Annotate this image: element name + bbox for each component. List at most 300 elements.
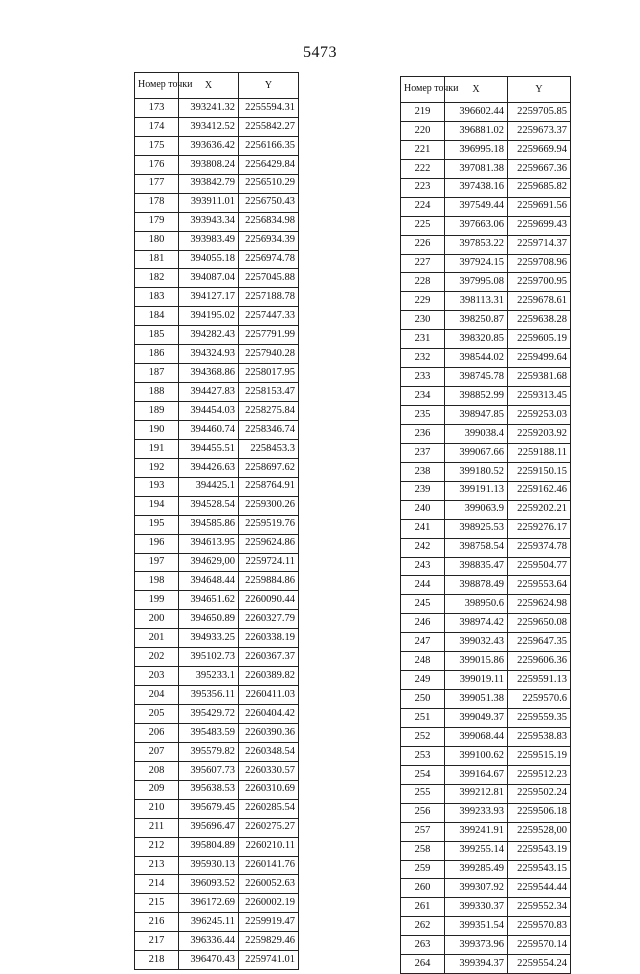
table-row <box>401 936 571 955</box>
point-number-cell: 251 <box>401 709 445 728</box>
table-row <box>135 667 299 686</box>
point-number-cell: 217 <box>135 932 179 951</box>
x-coordinate-cell: 397853.22 <box>445 235 508 254</box>
table-header-row <box>135 73 299 99</box>
y-coordinate-cell: 2258764.91 <box>239 477 299 496</box>
y-coordinate-cell: 2259714.37 <box>508 235 571 254</box>
table-row <box>401 519 571 538</box>
y-coordinate-cell: 2256934.39 <box>239 231 299 250</box>
x-coordinate-cell: 399164.67 <box>445 765 508 784</box>
y-coordinate-cell: 2260210.11 <box>239 837 299 856</box>
x-coordinate-cell: 395607.73 <box>179 761 239 780</box>
table-row <box>401 879 571 898</box>
y-coordinate-cell: 2259647.35 <box>508 633 571 652</box>
y-coordinate-cell: 2258697.62 <box>239 458 299 477</box>
point-number-cell: 252 <box>401 727 445 746</box>
point-number-cell: 182 <box>135 269 179 288</box>
table-row <box>401 462 571 481</box>
table-row <box>135 610 299 629</box>
table-row <box>135 307 299 326</box>
x-coordinate-cell: 394528.54 <box>179 496 239 515</box>
table-row <box>135 856 299 875</box>
x-coordinate-cell: 394195.02 <box>179 307 239 326</box>
point-number-cell: 203 <box>135 667 179 686</box>
y-coordinate-cell: 2259591.13 <box>508 671 571 690</box>
point-number-cell: 192 <box>135 458 179 477</box>
point-number-cell: 191 <box>135 439 179 458</box>
table-row <box>401 841 571 860</box>
table-row <box>135 534 299 553</box>
x-coordinate-cell: 398852.99 <box>445 387 508 406</box>
y-coordinate-cell: 2259685.82 <box>508 178 571 197</box>
x-coordinate-cell: 398758.54 <box>445 538 508 557</box>
y-coordinate-cell: 2259499.64 <box>508 349 571 368</box>
table-row <box>135 761 299 780</box>
y-coordinate-cell: 2259300.26 <box>239 496 299 515</box>
point-number-cell: 223 <box>401 178 445 197</box>
table-row <box>401 652 571 671</box>
column-header-point-number: Номер точки <box>135 73 179 99</box>
y-coordinate-cell: 2259202.21 <box>508 500 571 519</box>
point-number-cell: 185 <box>135 326 179 345</box>
x-coordinate-cell: 399038.4 <box>445 424 508 443</box>
table-row <box>135 288 299 307</box>
x-coordinate-cell: 399100.62 <box>445 746 508 765</box>
x-coordinate-cell: 397663.06 <box>445 216 508 235</box>
x-coordinate-cell: 393983.49 <box>179 231 239 250</box>
table-row <box>135 99 299 118</box>
table-row <box>135 193 299 212</box>
point-number-cell: 238 <box>401 462 445 481</box>
y-coordinate-cell: 2259741.01 <box>239 951 299 970</box>
x-coordinate-cell: 394368.86 <box>179 364 239 383</box>
table-row <box>401 671 571 690</box>
column-header-x: X <box>445 77 508 103</box>
x-coordinate-cell: 399394.37 <box>445 955 508 974</box>
table-row <box>135 913 299 932</box>
y-coordinate-cell: 2259667.36 <box>508 159 571 178</box>
x-coordinate-cell: 399307.92 <box>445 879 508 898</box>
table-row <box>135 439 299 458</box>
point-number-cell: 189 <box>135 402 179 421</box>
table-row <box>401 254 571 273</box>
table-row <box>401 443 571 462</box>
table-row <box>401 709 571 728</box>
table-row <box>135 345 299 364</box>
x-coordinate-cell: 394648.44 <box>179 572 239 591</box>
y-coordinate-cell: 2260367.37 <box>239 648 299 667</box>
y-coordinate-cell: 2259570.6 <box>508 690 571 709</box>
x-coordinate-cell: 399191.13 <box>445 481 508 500</box>
point-number-cell: 186 <box>135 345 179 364</box>
table-row <box>401 690 571 709</box>
y-coordinate-cell: 2258017.95 <box>239 364 299 383</box>
x-coordinate-cell: 399180.52 <box>445 462 508 481</box>
table-row <box>401 387 571 406</box>
y-coordinate-cell: 2259188.11 <box>508 443 571 462</box>
point-number-cell: 204 <box>135 686 179 705</box>
x-coordinate-cell: 394651.62 <box>179 591 239 610</box>
table-row <box>135 837 299 856</box>
column-header-point-number: Номер точки <box>401 77 445 103</box>
point-number-cell: 175 <box>135 136 179 155</box>
y-coordinate-cell: 2259724.11 <box>239 553 299 572</box>
x-coordinate-cell: 396336.44 <box>179 932 239 951</box>
y-coordinate-cell: 2256429.84 <box>239 155 299 174</box>
y-coordinate-cell: 2260275.27 <box>239 818 299 837</box>
point-number-cell: 227 <box>401 254 445 273</box>
x-coordinate-cell: 395233.1 <box>179 667 239 686</box>
x-coordinate-cell: 399049.37 <box>445 709 508 728</box>
table-row <box>135 515 299 534</box>
x-coordinate-cell: 398745.78 <box>445 368 508 387</box>
point-number-cell: 261 <box>401 898 445 917</box>
table-row <box>401 273 571 292</box>
table-row <box>401 368 571 387</box>
x-coordinate-cell: 394282.43 <box>179 326 239 345</box>
y-coordinate-cell: 2259650.08 <box>508 614 571 633</box>
point-number-cell: 206 <box>135 723 179 742</box>
table-row <box>135 572 299 591</box>
point-number-cell: 210 <box>135 799 179 818</box>
table-row <box>135 723 299 742</box>
point-number-cell: 184 <box>135 307 179 326</box>
x-coordinate-cell: 399285.49 <box>445 860 508 879</box>
point-number-cell: 228 <box>401 273 445 292</box>
y-coordinate-cell: 2259829.46 <box>239 932 299 951</box>
point-number-cell: 174 <box>135 117 179 136</box>
point-number-cell: 264 <box>401 955 445 974</box>
point-number-cell: 197 <box>135 553 179 572</box>
y-coordinate-cell: 2258453.3 <box>239 439 299 458</box>
y-coordinate-cell: 2260404.42 <box>239 705 299 724</box>
y-coordinate-cell: 2260052.63 <box>239 875 299 894</box>
table-row <box>135 212 299 231</box>
table-row <box>401 803 571 822</box>
x-coordinate-cell: 396602.44 <box>445 103 508 122</box>
table-row <box>135 231 299 250</box>
x-coordinate-cell: 395429.72 <box>179 705 239 724</box>
point-number-cell: 215 <box>135 894 179 913</box>
x-coordinate-cell: 395356.11 <box>179 686 239 705</box>
y-coordinate-cell: 2256510.29 <box>239 174 299 193</box>
point-number-cell: 181 <box>135 250 179 269</box>
table-row <box>401 860 571 879</box>
x-coordinate-cell: 399330.37 <box>445 898 508 917</box>
x-coordinate-cell: 399051.38 <box>445 690 508 709</box>
table-row <box>401 103 571 122</box>
x-coordinate-cell: 396881.02 <box>445 121 508 140</box>
y-coordinate-cell: 2259691.56 <box>508 197 571 216</box>
y-coordinate-cell: 2259553.64 <box>508 576 571 595</box>
y-coordinate-cell: 2260285.54 <box>239 799 299 818</box>
table-row <box>401 178 571 197</box>
point-number-cell: 257 <box>401 822 445 841</box>
x-coordinate-cell: 399212.81 <box>445 784 508 803</box>
x-coordinate-cell: 396245.11 <box>179 913 239 932</box>
table-row <box>401 784 571 803</box>
x-coordinate-cell: 397081.38 <box>445 159 508 178</box>
x-coordinate-cell: 397995.08 <box>445 273 508 292</box>
y-coordinate-cell: 2258346.74 <box>239 420 299 439</box>
point-number-cell: 255 <box>401 784 445 803</box>
y-coordinate-cell: 2259624.98 <box>508 595 571 614</box>
table-row <box>135 269 299 288</box>
table-row <box>401 311 571 330</box>
y-coordinate-cell: 2259276.17 <box>508 519 571 538</box>
x-coordinate-cell: 394933.25 <box>179 629 239 648</box>
point-number-cell: 241 <box>401 519 445 538</box>
x-coordinate-cell: 398320.85 <box>445 330 508 349</box>
table-header-row <box>401 77 571 103</box>
point-number-cell: 226 <box>401 235 445 254</box>
table-row <box>401 746 571 765</box>
y-coordinate-cell: 2256974.78 <box>239 250 299 269</box>
y-coordinate-cell: 2259544.44 <box>508 879 571 898</box>
table-row <box>401 197 571 216</box>
point-number-cell: 240 <box>401 500 445 519</box>
y-coordinate-cell: 2259624.86 <box>239 534 299 553</box>
point-number-cell: 253 <box>401 746 445 765</box>
y-coordinate-cell: 2258153.47 <box>239 383 299 402</box>
y-coordinate-cell: 2260411.03 <box>239 686 299 705</box>
point-number-cell: 205 <box>135 705 179 724</box>
point-number-cell: 216 <box>135 913 179 932</box>
table-row <box>135 174 299 193</box>
table-row <box>135 894 299 913</box>
x-coordinate-cell: 399068.44 <box>445 727 508 746</box>
x-coordinate-cell: 393943.34 <box>179 212 239 231</box>
x-coordinate-cell: 398544.02 <box>445 349 508 368</box>
x-coordinate-cell: 394427.83 <box>179 383 239 402</box>
x-coordinate-cell: 394650.89 <box>179 610 239 629</box>
x-coordinate-cell: 395102.73 <box>179 648 239 667</box>
table-row <box>135 951 299 970</box>
page-number: 5473 <box>303 44 337 61</box>
x-coordinate-cell: 398835.47 <box>445 557 508 576</box>
y-coordinate-cell: 2259538.83 <box>508 727 571 746</box>
y-coordinate-cell: 2259884.86 <box>239 572 299 591</box>
x-coordinate-cell: 398974.42 <box>445 614 508 633</box>
point-number-cell: 247 <box>401 633 445 652</box>
x-coordinate-cell: 398878.49 <box>445 576 508 595</box>
table-row <box>135 705 299 724</box>
y-coordinate-cell: 2259381.68 <box>508 368 571 387</box>
x-coordinate-cell: 394613.95 <box>179 534 239 553</box>
y-coordinate-cell: 2259638.28 <box>508 311 571 330</box>
point-number-cell: 244 <box>401 576 445 595</box>
x-coordinate-cell: 399351.54 <box>445 917 508 936</box>
table-row <box>135 155 299 174</box>
y-coordinate-cell: 2259203.92 <box>508 424 571 443</box>
table-row <box>401 406 571 425</box>
table-row <box>135 136 299 155</box>
x-coordinate-cell: 394585.86 <box>179 515 239 534</box>
x-coordinate-cell: 399063.9 <box>445 500 508 519</box>
x-coordinate-cell: 394426.63 <box>179 458 239 477</box>
point-number-cell: 234 <box>401 387 445 406</box>
point-number-cell: 173 <box>135 99 179 118</box>
x-coordinate-cell: 397549.44 <box>445 197 508 216</box>
x-coordinate-cell: 397924.15 <box>445 254 508 273</box>
x-coordinate-cell: 396093.52 <box>179 875 239 894</box>
table-row <box>135 420 299 439</box>
y-coordinate-cell: 2259552.34 <box>508 898 571 917</box>
y-coordinate-cell: 2256750.43 <box>239 193 299 212</box>
coordinates-table-right <box>400 76 571 974</box>
x-coordinate-cell: 393241.32 <box>179 99 239 118</box>
table-row <box>135 686 299 705</box>
point-number-cell: 180 <box>135 231 179 250</box>
y-coordinate-cell: 2255842.27 <box>239 117 299 136</box>
table-row <box>401 765 571 784</box>
table-row <box>135 932 299 951</box>
y-coordinate-cell: 2259673.37 <box>508 121 571 140</box>
table-row <box>401 917 571 936</box>
y-coordinate-cell: 2259528,00 <box>508 822 571 841</box>
point-number-cell: 222 <box>401 159 445 178</box>
table-row <box>401 140 571 159</box>
x-coordinate-cell: 393636.42 <box>179 136 239 155</box>
y-coordinate-cell: 2259374.78 <box>508 538 571 557</box>
point-number-cell: 202 <box>135 648 179 667</box>
x-coordinate-cell: 394629,00 <box>179 553 239 572</box>
x-coordinate-cell: 398947.85 <box>445 406 508 425</box>
table-row <box>135 742 299 761</box>
point-number-cell: 188 <box>135 383 179 402</box>
point-number-cell: 256 <box>401 803 445 822</box>
point-number-cell: 233 <box>401 368 445 387</box>
point-number-cell: 196 <box>135 534 179 553</box>
y-coordinate-cell: 2257045.88 <box>239 269 299 288</box>
point-number-cell: 221 <box>401 140 445 159</box>
point-number-cell: 178 <box>135 193 179 212</box>
x-coordinate-cell: 398925.53 <box>445 519 508 538</box>
y-coordinate-cell: 2259150.15 <box>508 462 571 481</box>
table-row <box>401 727 571 746</box>
point-number-cell: 263 <box>401 936 445 955</box>
table-row <box>135 250 299 269</box>
point-number-cell: 199 <box>135 591 179 610</box>
point-number-cell: 214 <box>135 875 179 894</box>
y-coordinate-cell: 2260338.19 <box>239 629 299 648</box>
point-number-cell: 243 <box>401 557 445 576</box>
point-number-cell: 209 <box>135 780 179 799</box>
point-number-cell: 212 <box>135 837 179 856</box>
point-number-cell: 177 <box>135 174 179 193</box>
table-row <box>135 648 299 667</box>
y-coordinate-cell: 2259512.23 <box>508 765 571 784</box>
y-coordinate-cell: 2259554.24 <box>508 955 571 974</box>
table-row <box>135 591 299 610</box>
x-coordinate-cell: 395696.47 <box>179 818 239 837</box>
point-number-cell: 218 <box>135 951 179 970</box>
table-row <box>135 402 299 421</box>
y-coordinate-cell: 2259162.46 <box>508 481 571 500</box>
x-coordinate-cell: 395638.53 <box>179 780 239 799</box>
y-coordinate-cell: 2259502.24 <box>508 784 571 803</box>
y-coordinate-cell: 2260310.69 <box>239 780 299 799</box>
x-coordinate-cell: 393842.79 <box>179 174 239 193</box>
y-coordinate-cell: 2259919.47 <box>239 913 299 932</box>
x-coordinate-cell: 393808.24 <box>179 155 239 174</box>
x-coordinate-cell: 399373.96 <box>445 936 508 955</box>
y-coordinate-cell: 2257791.99 <box>239 326 299 345</box>
point-number-cell: 235 <box>401 406 445 425</box>
x-coordinate-cell: 394455.51 <box>179 439 239 458</box>
table-row <box>401 292 571 311</box>
y-coordinate-cell: 2255594.31 <box>239 99 299 118</box>
x-coordinate-cell: 394127.17 <box>179 288 239 307</box>
y-coordinate-cell: 2259559.35 <box>508 709 571 728</box>
table-row <box>401 576 571 595</box>
table-row <box>401 822 571 841</box>
y-coordinate-cell: 2260330.57 <box>239 761 299 780</box>
x-coordinate-cell: 399032.43 <box>445 633 508 652</box>
point-number-cell: 260 <box>401 879 445 898</box>
x-coordinate-cell: 399067.66 <box>445 443 508 462</box>
x-coordinate-cell: 395679.45 <box>179 799 239 818</box>
point-number-cell: 239 <box>401 481 445 500</box>
y-coordinate-cell: 2259519.76 <box>239 515 299 534</box>
x-coordinate-cell: 397438.16 <box>445 178 508 197</box>
x-coordinate-cell: 394460.74 <box>179 420 239 439</box>
y-coordinate-cell: 2259253.03 <box>508 406 571 425</box>
y-coordinate-cell: 2256166.35 <box>239 136 299 155</box>
x-coordinate-cell: 399233.93 <box>445 803 508 822</box>
table-row <box>135 780 299 799</box>
point-number-cell: 246 <box>401 614 445 633</box>
point-number-cell: 224 <box>401 197 445 216</box>
coordinates-table-left <box>134 72 299 970</box>
point-number-cell: 201 <box>135 629 179 648</box>
x-coordinate-cell: 395804.89 <box>179 837 239 856</box>
point-number-cell: 194 <box>135 496 179 515</box>
table-row <box>135 364 299 383</box>
column-header-y: Y <box>239 73 299 99</box>
y-coordinate-cell: 2260090.44 <box>239 591 299 610</box>
point-number-cell: 242 <box>401 538 445 557</box>
y-coordinate-cell: 2260327.79 <box>239 610 299 629</box>
point-number-cell: 200 <box>135 610 179 629</box>
y-coordinate-cell: 2259699.43 <box>508 216 571 235</box>
point-number-cell: 232 <box>401 349 445 368</box>
point-number-cell: 245 <box>401 595 445 614</box>
point-number-cell: 176 <box>135 155 179 174</box>
table-row <box>135 383 299 402</box>
point-number-cell: 258 <box>401 841 445 860</box>
point-number-cell: 187 <box>135 364 179 383</box>
x-coordinate-cell: 396470.43 <box>179 951 239 970</box>
table-row <box>401 349 571 368</box>
table-row <box>401 159 571 178</box>
point-number-cell: 248 <box>401 652 445 671</box>
y-coordinate-cell: 2260002.19 <box>239 894 299 913</box>
x-coordinate-cell: 396995.18 <box>445 140 508 159</box>
y-coordinate-cell: 2257447.33 <box>239 307 299 326</box>
table-row <box>401 216 571 235</box>
point-number-cell: 236 <box>401 424 445 443</box>
y-coordinate-cell: 2259570.83 <box>508 917 571 936</box>
table-row <box>135 477 299 496</box>
table-row <box>135 629 299 648</box>
point-number-cell: 249 <box>401 671 445 690</box>
x-coordinate-cell: 398250.87 <box>445 311 508 330</box>
y-coordinate-cell: 2259543.15 <box>508 860 571 879</box>
x-coordinate-cell: 394087.04 <box>179 269 239 288</box>
y-coordinate-cell: 2260389.82 <box>239 667 299 686</box>
point-number-cell: 262 <box>401 917 445 936</box>
